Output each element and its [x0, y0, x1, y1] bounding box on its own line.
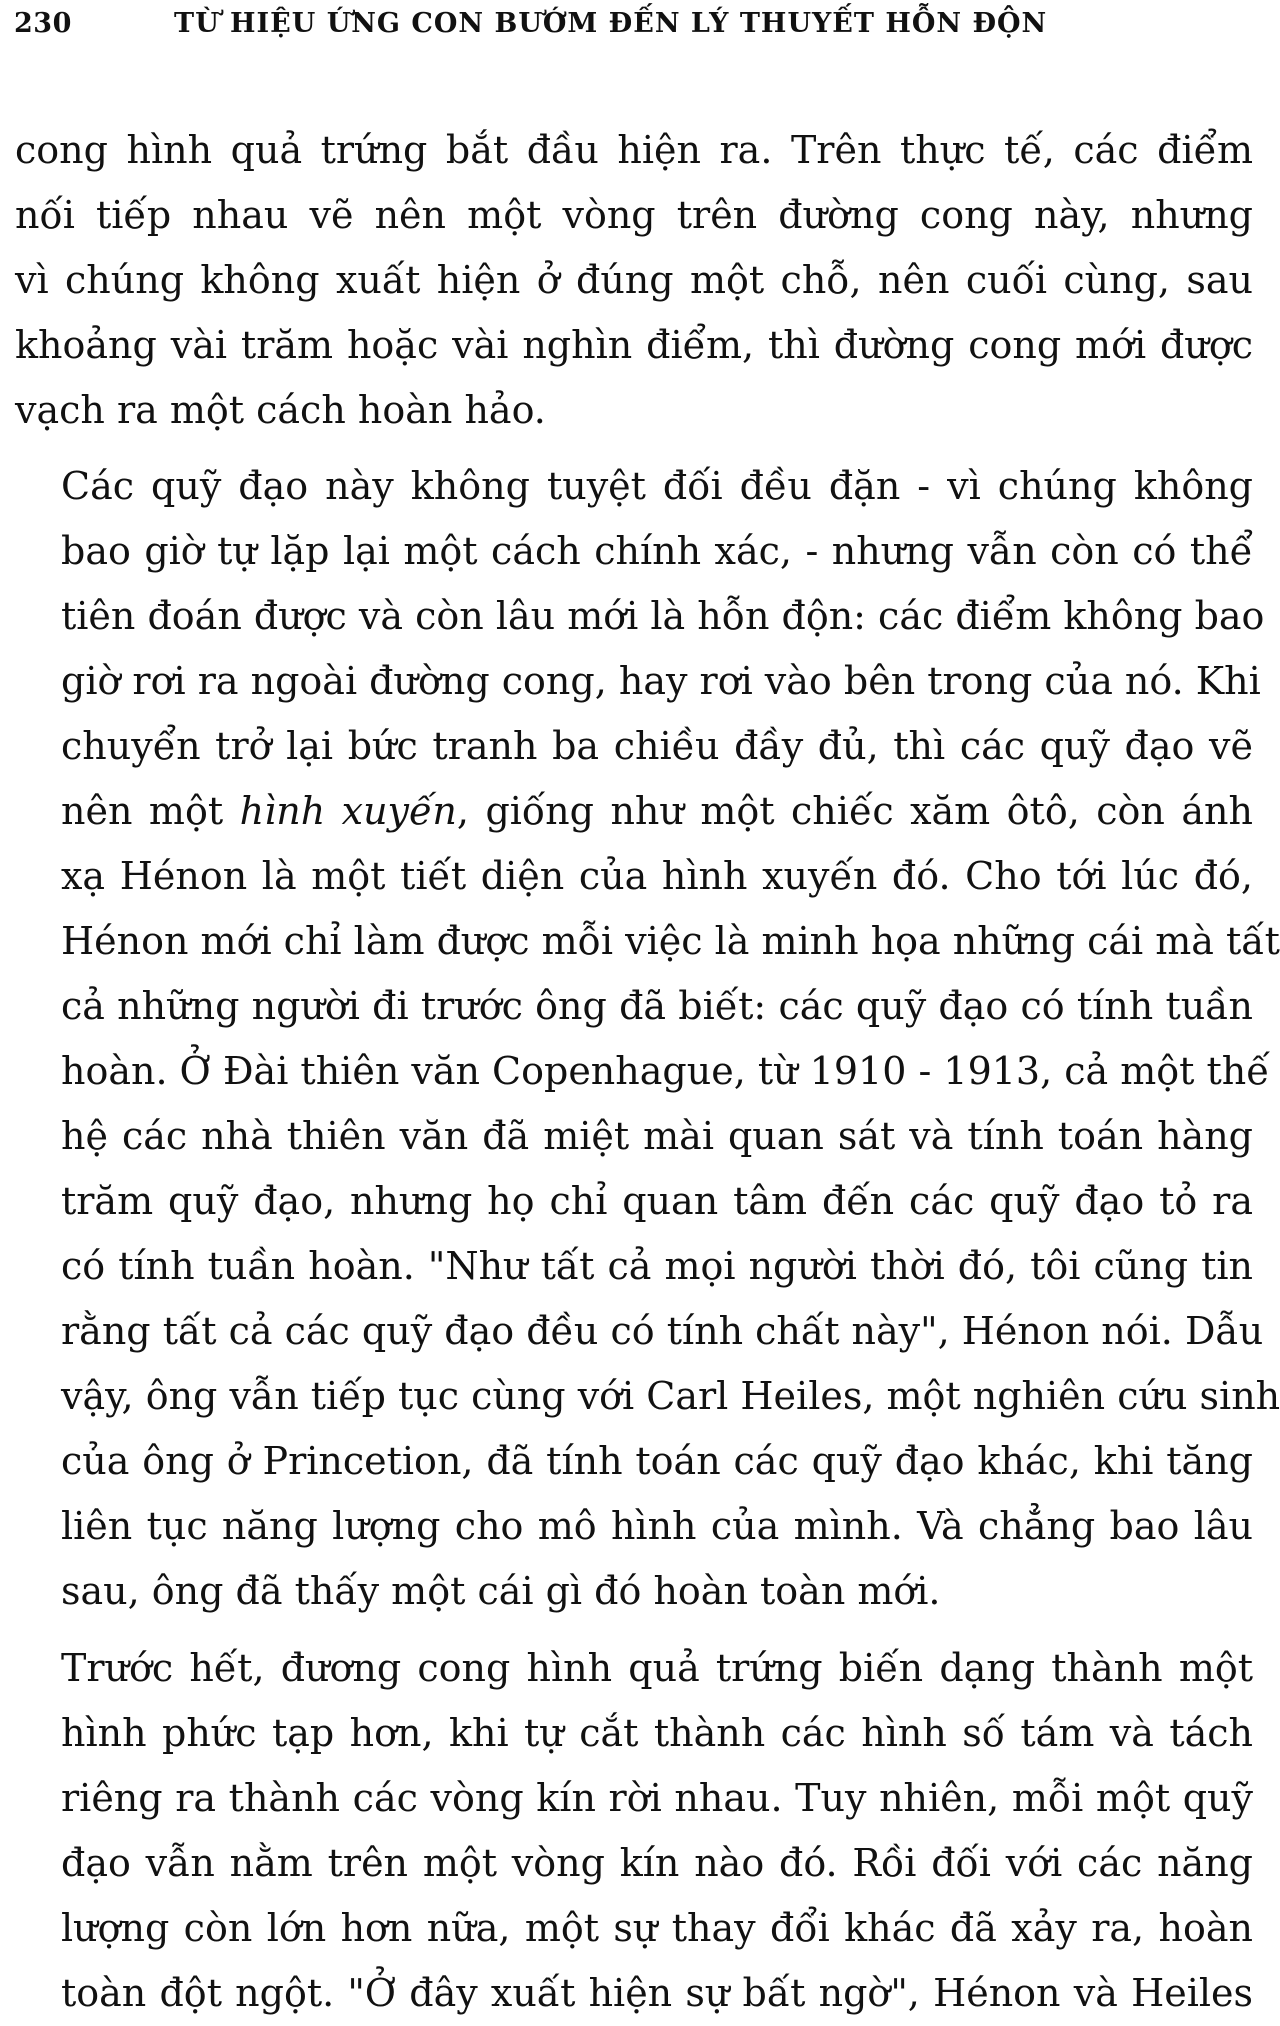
- text-line: nối tiếp nhau vẽ nên một vòng trên đường cong này, nhưng: [15, 193, 1253, 237]
- text-line: rằng tất cả các quỹ đạo đều có tính chất này", Hénon nói. Dẫu: [61, 1309, 1264, 1353]
- text-line: cả những người đi trước ông đã biết: các quỹ đạo có tính tuần: [61, 984, 1253, 1028]
- text-line: giờ rơi ra ngoài đường cong, hay rơi vào bên trong của nó. Khi: [61, 659, 1261, 703]
- body-text: [15, 118, 1280, 2026]
- text-line: bao giờ tự lặp lại một cách chính xác, - nhưng vẫn còn có thể: [61, 529, 1253, 573]
- running-header: [14, 8, 1240, 48]
- paragraph-3: [15, 1636, 1253, 2026]
- paragraph-2: [15, 454, 1280, 1624]
- paragraph-1: [15, 118, 1253, 443]
- text-line: liên tục năng lượng cho mô hình của mình. Và chẳng bao lâu: [61, 1504, 1253, 1548]
- text-line: xạ Hénon là một tiết diện của hình xuyến đó. Cho tới lúc đó,: [61, 854, 1253, 898]
- text-line: hệ các nhà thiên văn đã miệt mài quan sát và tính toán hàng: [61, 1114, 1253, 1158]
- text-line: khoảng vài trăm hoặc vài nghìn điểm, thì đường cong mới được: [15, 323, 1253, 367]
- text-line: vạch ra một cách hoàn hảo.: [15, 388, 546, 432]
- text-line: hoàn. Ở Đài thiên văn Copenhague, từ 1910 - 1913, cả một thế: [61, 1049, 1270, 1093]
- text-line: lượng còn lớn hơn nữa, một sự thay đổi khác đã xảy ra, hoàn: [61, 1906, 1253, 1950]
- text-line: sau, ông đã thấy một cái gì đó hoàn toàn mới.: [61, 1569, 941, 1613]
- text-line: Hénon mới chỉ làm được mỗi việc là minh họa những cái mà tất: [61, 919, 1280, 963]
- text-line: của ông ở Princetion, đã tính toán các quỹ đạo khác, khi tăng: [61, 1439, 1253, 1483]
- text-segment: nên một: [61, 789, 224, 833]
- text-segment: , giống như một chiếc xăm ôtô, còn ánh: [456, 789, 1253, 833]
- text-line: trăm quỹ đạo, nhưng họ chỉ quan tâm đến các quỹ đạo tỏ ra: [61, 1179, 1253, 1223]
- book-title: TỪ HIỆU ỨNG CON BƯỚM ĐẾN LÝ THUYẾT HỖN ĐỘN: [174, 8, 1048, 39]
- text-line: vì chúng không xuất hiện ở đúng một chỗ, nên cuối cùng, sau: [15, 258, 1253, 302]
- text-line: chuyển trở lại bức tranh ba chiều đầy đủ, thì các quỹ đạo vẽ: [61, 724, 1253, 768]
- page-number: 230: [14, 8, 72, 39]
- text-line: vậy, ông vẫn tiếp tục cùng với Carl Heiles, một nghiên cứu sinh: [61, 1374, 1280, 1418]
- text-line: đạo vẫn nằm trên một vòng kín nào đó. Rồi đối với các năng: [61, 1841, 1253, 1885]
- text-line: toàn đột ngột. "Ở đây xuất hiện sự bất ngờ", Hénon và Heiles: [61, 1971, 1253, 2015]
- text-line: có tính tuần hoàn. "Như tất cả mọi người thời đó, tôi cũng tin: [61, 1244, 1253, 1288]
- text-line: tiên đoán được và còn lâu mới là hỗn độn: các điểm không bao: [61, 594, 1265, 638]
- text-line-with-emphasis: [15, 779, 1253, 844]
- text-line: hình phức tạp hơn, khi tự cắt thành các hình số tám và tách: [61, 1711, 1253, 1755]
- emphasized-term: hình xuyến: [239, 789, 457, 833]
- text-line: cong hình quả trứng bắt đầu hiện ra. Trên thực tế, các điểm: [15, 128, 1253, 172]
- text-line: Trước hết, đương cong hình quả trứng biến dạng thành một: [61, 1646, 1253, 1690]
- text-line: riêng ra thành các vòng kín rời nhau. Tuy nhiên, mỗi một quỹ: [61, 1776, 1253, 1820]
- text-line: Các quỹ đạo này không tuyệt đối đều đặn - vì chúng không: [61, 464, 1253, 508]
